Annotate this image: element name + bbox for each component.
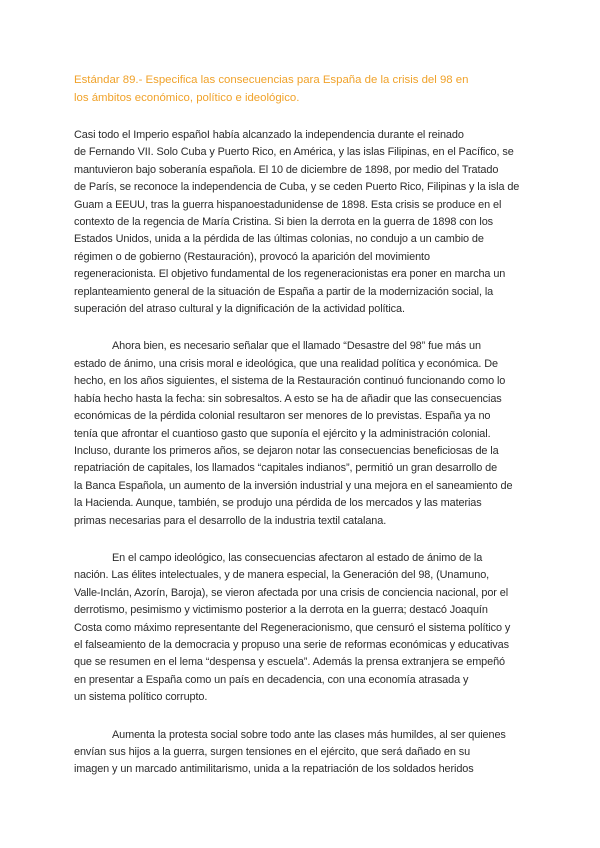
heading-line: Estándar 89.- Especifica las consecuencias para España de la crisis del 98 en bbox=[74, 74, 469, 86]
text-line: un sistema político corrupto. bbox=[74, 691, 208, 704]
text-line: derrotismo, pesimismo y victimismo posterior a la derrota en la guerra; destacó Joaquín bbox=[74, 604, 488, 617]
text-line: imagen y un marcado antimilitarismo, unida a la repatriación de los soldados heridos bbox=[74, 763, 474, 776]
text-line: nación. Las élites intelectuales, y de manera especial, la Generación del 98, (Unamuno, bbox=[74, 569, 490, 582]
text-line: que se resumen en el lema “despensa y escuela”. Además la prensa extranjera se empeñó bbox=[74, 656, 506, 669]
text-line: el falseamiento de la democracia y propuso una serie de reformas económicas y educativas bbox=[74, 638, 509, 651]
text-line: replanteamiento general de la situación de España a partir de la modernización social, la bbox=[74, 285, 494, 298]
text-line: de París, se reconoce la independencia de Cuba, y se ceden Puerto Rico, Filipinas y la isla de bbox=[74, 181, 520, 194]
text-line: hecho, en los años siguientes, el sistema de la Restauración continuó funcionando como lo bbox=[74, 375, 506, 388]
text-line: Valle-Inclán, Azorín, Baroja), se vieron afectada por una crisis de conciencia nacional, por el bbox=[74, 586, 509, 599]
heading-line: los ámbitos económico, político e ideológico. bbox=[74, 91, 300, 104]
text-line: la Banca Española, un aumento de la inversión industrial y una mejora en el saneamiento de bbox=[74, 479, 513, 492]
text-line: repatriación de capitales, los llamados “capitales indianos”, permitió un gran desarrollo de bbox=[74, 462, 498, 475]
text-line: en presentar a España como un país en decadencia, con una economía atrasada y bbox=[74, 673, 469, 686]
standard-heading bbox=[74, 72, 518, 107]
text-line: Estados Unidos, unida a la pérdida de las últimas colonias, no condujo a un cambio de bbox=[74, 233, 484, 246]
text-line: Ahora bien, es necesario señalar que el llamado “Desastre del 98” fue más un bbox=[112, 340, 481, 353]
text-line: Casi todo el Imperio españoI había alcanzado la independencia durante el reinado bbox=[74, 129, 464, 141]
text-line: la Hacienda. Aunque, también, se produjo una pérdida de los mercados y las materias bbox=[74, 497, 482, 510]
paragraph-2 bbox=[74, 338, 518, 529]
text-line: había hecho hasta la fecha: sin sobresaltos. A esto se ha de añadir que las consecuencias bbox=[74, 392, 502, 405]
text-line: régimen o de gobierno (Restauración), provocó la aparición del movimiento bbox=[74, 250, 430, 263]
text-line: superación del atraso cultural y la dignificación de la actividad política. bbox=[74, 303, 405, 316]
text-line: En el campo ideológico, las consecuencias afectaron al estado de ánimo de la bbox=[112, 551, 483, 564]
paragraph-3 bbox=[74, 550, 518, 707]
text-line: tenía que afrontar el cuantioso gasto que suponía el ejército y la administración colonial. bbox=[74, 427, 491, 440]
text-line: económicas de la pérdida colonial resultaron ser menores de lo previstas. España ya no bbox=[74, 410, 491, 423]
text-line: Costa como máximo representante del Regeneracionismo, que censuró el sistema político y bbox=[74, 621, 511, 634]
paragraph-1 bbox=[74, 127, 518, 318]
text-line: envían sus hijos a la guerra, surgen tensiones en el ejército, que será dañado en su bbox=[74, 746, 471, 758]
text-line: regeneracionista. El objetivo fundamental de los regeneracionistas era poner en marcha un bbox=[74, 268, 506, 281]
text-line: Guam a EEUU, tras la guerra hispanoestadunidense de 1898. Esta crisis se produce en el bbox=[74, 198, 502, 211]
text-line: Incluso, durante los primeros años, se dejaron notar las consecuencias beneficiosas de la bbox=[74, 444, 499, 457]
text-line: primas necesarias para el desarrollo de la industria textil catalana. bbox=[74, 514, 387, 527]
text-line: Aumenta la protesta social sobre todo ante las clases más humildes, al ser quienes bbox=[112, 728, 506, 741]
text-line: estado de ánimo, una crisis moral e ideológica, que una realidad política y económica. De bbox=[74, 357, 498, 370]
text-line: contexto de la regencia de María Cristina. Si bien la derrota en la guerra de 1898 con los bbox=[74, 216, 494, 229]
text-line: de Fernando VII. Solo Cuba y Puerto Rico, en América, y las islas Filipinas, en el Pacífico, se bbox=[74, 146, 514, 159]
text-line: mantuvieron bajo soberanía española. El 10 de diciembre de 1898, por medio del Tratado bbox=[74, 163, 499, 176]
paragraph-4 bbox=[74, 727, 518, 779]
